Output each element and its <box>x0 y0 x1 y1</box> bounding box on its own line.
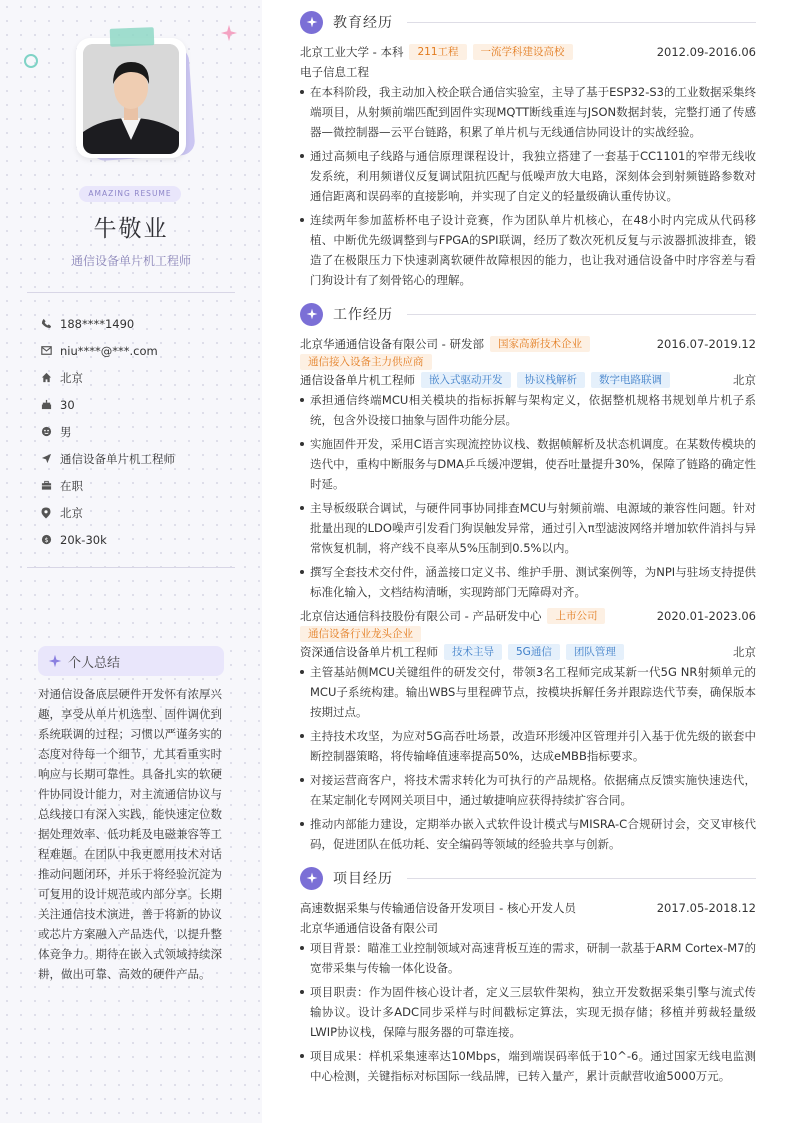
section-title: 项目经历 <box>333 871 393 887</box>
divider <box>407 878 756 879</box>
skill-tag: 协议栈解析 <box>517 372 586 388</box>
job-date: 2020.01-2023.06 <box>656 609 756 623</box>
education-section-header <box>300 8 756 36</box>
main-content <box>300 8 756 1090</box>
summary-title: 个人总结 <box>68 655 121 671</box>
company-tag: 通信设备行业龙头企业 <box>300 626 421 642</box>
job-header-row <box>300 334 756 354</box>
sparkle-icon <box>300 11 323 34</box>
divider <box>407 22 756 23</box>
job-bullets <box>300 390 756 602</box>
candidate-name: 牛敬业 <box>93 216 169 242</box>
list-item: 项目职责：作为固件核心设计者，定义三层软件架构，独立开发数据采集引擎与流式传输协议。设计多ADC同步采样与时间戳标定算法，实现无损存储；移植并剪裁轻量级LWIP协议栈，保障与服务器的可靠连接。 <box>300 982 756 1042</box>
list-item: 推动内部能力建设，定期举办嵌入式软件设计模式与MISRA-C合规研讨会，交叉审核代码，促进团队在低功耗、安全编码等领域的经验共享与创新。 <box>300 814 756 854</box>
info-text: 在职 <box>60 478 83 493</box>
sparkle-icon <box>48 654 62 668</box>
divider <box>27 567 235 568</box>
info-row-target-job <box>40 445 240 472</box>
project-company: 北京华通通信设备有限公司 <box>300 921 438 935</box>
project-company-row <box>300 918 756 938</box>
list-item: 在本科阶段，我主动加入校企联合通信实验室，主导了基于ESP32-S3的工业数据采集终端项目，从射频前端匹配到固件实现MQTT断线重连与JSON数据封装，完整打通了传感器—微控制器—云平台链路，积累了单片机与无线通信协同设计的实战经验。 <box>300 82 756 142</box>
candidate-job-title: 通信设备单片机工程师 <box>70 254 191 268</box>
company-tag: 上市公司 <box>547 608 605 624</box>
mail-icon <box>40 345 52 357</box>
section-title: 工作经历 <box>333 307 393 323</box>
company-tag: 通信接入设备主力供应商 <box>300 354 432 370</box>
resume-badge: AMAZING RESUME <box>79 186 181 202</box>
home-icon <box>40 372 52 384</box>
skill-tag: 5G通信 <box>508 644 560 660</box>
info-text: 通信设备单片机工程师 <box>60 451 175 466</box>
job-role-row <box>300 642 756 662</box>
education-major-row <box>300 62 756 82</box>
job-role: 通信设备单片机工程师 <box>300 373 415 387</box>
summary-header <box>38 646 224 676</box>
summary-text: 对通信设备底层硬件开发怀有浓厚兴趣，享受从单片机选型、固件调优到系统联调的过程；习惯以严谨务实的态度对待每一个细节，尤其看重实时响应与长期可靠性。具备扎实的软硬件协同设计能力，对主流通信协议与总线接口有深入实践，能快速定位数据处理效率、低功耗及电磁兼容等工程难题。在团队中我更愿用技术对话推动问题闭环，并乐于将经验沉淀为可复用的设计规范或内部分享。长期关注通信技术演进，善于将新的协议或芯片方案融入产品迭代，以提升整体竞争力。期待在嵌入式领域持续深耕，做出可靠、高效的硬件产品。 <box>38 687 222 981</box>
job-bullets <box>300 662 756 854</box>
avatar <box>83 44 179 154</box>
location-icon <box>40 507 52 519</box>
job-date: 2016.07-2019.12 <box>656 337 756 351</box>
skill-tag: 数字电路联调 <box>591 372 670 388</box>
job-extra-tag-row <box>300 354 756 370</box>
briefcase-icon <box>40 480 52 492</box>
info-row-age <box>40 391 240 418</box>
project-bullets <box>300 938 756 1086</box>
job-role-row <box>300 370 756 390</box>
school-name: 北京工业大学 - 本科 <box>300 45 404 59</box>
list-item: 连续两年参加蓝桥杯电子设计竞赛，作为团队单片机核心，在48小时内完成从代码移植、中断优先级调整到与FPGA的SPI联调，经历了数次死机反复与示波器抓波排查，锻造了在极限压力下快速剥离软硬件故障根因的能力，也让我对通信设备中时序容差与看门狗设计有了刻骨铭心的理解。 <box>300 210 756 290</box>
job-role: 资深通信设备单片机工程师 <box>300 645 438 659</box>
sidebar <box>0 0 262 1123</box>
ring-decoration-icon <box>24 54 38 68</box>
list-item: 项目背景：瞄准工业控制领域对高速背板互连的需求，研制一款基于ARM Cortex-M7的宽带采集与传输一体化设备。 <box>300 938 756 978</box>
info-text: niu****@***.com <box>60 343 158 358</box>
info-row-city <box>40 364 240 391</box>
list-item: 承担通信终端MCU相关模块的指标拆解与架构定义，依据整机规格书规划单片机子系统，包含外设接口抽象与固件功能分层。 <box>300 390 756 430</box>
company-name: 北京华通通信设备有限公司 - 研发部 <box>300 337 484 351</box>
section-title: 教育经历 <box>333 15 393 31</box>
info-text: 北京 <box>60 370 83 385</box>
phone-icon <box>40 318 52 330</box>
company-name: 北京信达通信科技股份有限公司 - 产品研发中心 <box>300 609 542 623</box>
info-text: 男 <box>60 424 72 439</box>
tape-decoration <box>110 27 155 47</box>
info-row-gender <box>40 418 240 445</box>
project-name: 高速数据采集与传输通信设备开发项目 - 核心开发人员 <box>300 901 576 915</box>
info-row-salary <box>40 526 240 553</box>
school-tag: 一流学科建设高校 <box>473 44 573 60</box>
info-row-location <box>40 499 240 526</box>
projects-section-header <box>300 864 756 892</box>
sparkle-icon <box>220 24 238 42</box>
info-row-phone <box>40 310 240 337</box>
job-header-row <box>300 606 756 626</box>
list-item: 对接运营商客户，将技术需求转化为可执行的产品规格。依据痛点反馈实施快速迭代，在某定制化专网网关项目中，通过敏捷响应获得持续扩容合同。 <box>300 770 756 810</box>
major: 电子信息工程 <box>300 65 369 79</box>
divider <box>407 314 756 315</box>
project-date: 2017.05-2018.12 <box>656 901 756 915</box>
job-city: 北京 <box>733 645 756 659</box>
send-icon <box>40 453 52 465</box>
skill-tag: 技术主导 <box>444 644 502 660</box>
money-icon <box>40 534 52 546</box>
list-item: 撰写全套技术交付件，涵盖接口定义书、维护手册、测试案例等，为NPI与驻场支持提供标准化输入，文档结构清晰，实现跨部门无障碍对齐。 <box>300 562 756 602</box>
sparkle-icon <box>300 867 323 890</box>
job-extra-tag-row <box>300 626 756 642</box>
education-date: 2012.09-2016.06 <box>656 45 756 59</box>
svg-text:$: $ <box>43 535 49 544</box>
skill-tag: 团队管理 <box>566 644 624 660</box>
list-item: 主管基站侧MCU关键组件的研发交付，带领3名工程师完成某新一代5G NR射频单元的MCU子系统构建。输出WBS与里程碑节点，按模块拆解任务并跟踪迭代节奏，确保版本按期过点。 <box>300 662 756 722</box>
info-text: 20k-30k <box>60 532 107 547</box>
list-item: 项目成果：样机采集速率达10Mbps，端到端误码率低于10^-6。通过国家无线电监测中心检测，关键指标对标国际一线品牌，已转入量产，累计贡献营收逾5000万元。 <box>300 1046 756 1086</box>
work-section-header <box>300 300 756 328</box>
list-item: 通过高频电子线路与通信原理课程设计，我独立搭建了一套基于CC1101的窄带无线收发系统，利用频谱仪反复调试阻抗匹配与低噪声放大电路，深刻体会到射频链路参数对通信距离和误码率的直接影响，并实现了自定义的轻量级确认重传协议。 <box>300 146 756 206</box>
list-item: 实施固件开发，采用C语言实现流控协议栈、数据帧解析及状态机调度。在某数传模块的迭代中，重构中断服务与DMA乒乓缓冲逻辑，使吞吐量提升30%，保障了链路的确定性时延。 <box>300 434 756 494</box>
info-row-status <box>40 472 240 499</box>
school-tag: 211工程 <box>409 44 466 60</box>
divider <box>27 292 235 293</box>
skill-tag: 嵌入式驱动开发 <box>421 372 511 388</box>
project-header-row <box>300 898 756 918</box>
education-bullets <box>300 82 756 290</box>
company-tag: 国家高新技术企业 <box>490 336 590 352</box>
info-row-email <box>40 337 240 364</box>
contact-info-list <box>40 310 240 553</box>
list-item: 主导板级联合调试，与硬件同事协同排查MCU与射频前端、电源域的兼容性问题。针对批量出现的LDO噪声引发看门狗误触发异常，通过引入π型滤波网络并增加软件消抖与异常恢复机制，将产线不良率从5%压制到0.5%以内。 <box>300 498 756 558</box>
gender-icon <box>40 426 52 438</box>
info-text: 北京 <box>60 505 83 520</box>
education-header-row <box>300 42 756 62</box>
info-text: 188****1490 <box>60 316 135 331</box>
info-text: 30 <box>60 397 75 412</box>
cake-icon <box>40 399 52 411</box>
job-city: 北京 <box>733 373 756 387</box>
list-item: 主持技术攻坚，为应对5G高吞吐场景，改造环形缓冲区管理并引入基于优先级的嵌套中断控制器策略，将传输峰值速率提高50%，达成eMBB指标要求。 <box>300 726 756 766</box>
sparkle-icon <box>300 303 323 326</box>
